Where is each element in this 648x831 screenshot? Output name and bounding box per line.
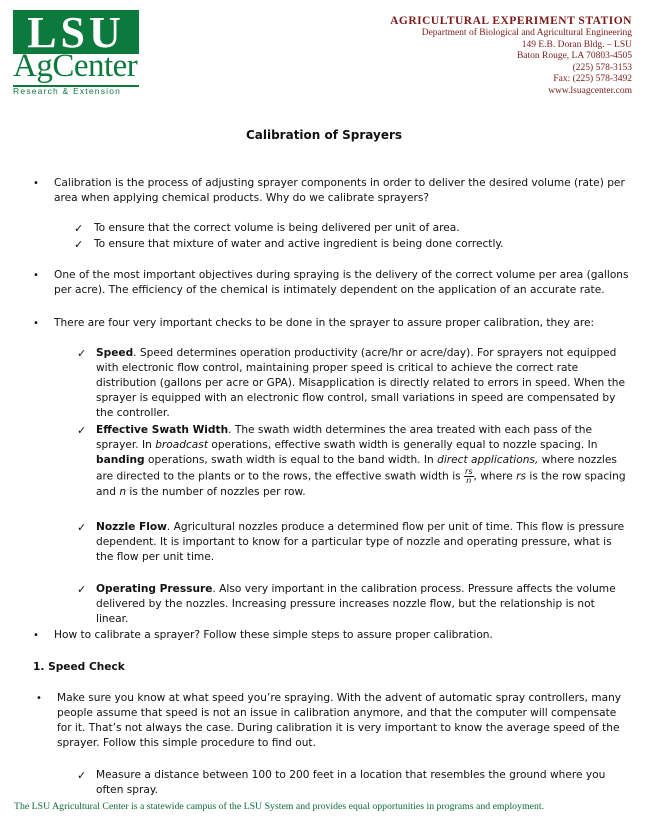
paragraph-objectives: One of the most important objectives during spraying is the delivery of the correct volume per area (gallons per acre). The efficiency of the chemical is intimately dependent on the application of an accurate rate. [54, 269, 629, 296]
check-nozzle-title: Nozzle Flow [96, 521, 167, 533]
check-pressure-title: Operating Pressure [96, 583, 213, 595]
check-measure-distance: Measure a distance between 100 to 200 feet in a location that resembles the ground where you often spray. [96, 769, 606, 796]
swath-italic-n: n [119, 486, 127, 498]
check-nozzle-flow [96, 520, 626, 565]
station-building: 149 E.B. Doran Bldg. – LSU [521, 39, 632, 50]
check-icon: ✓ [77, 769, 87, 782]
logo-lsu-text: LSU [27, 8, 125, 57]
check-icon: ✓ [77, 521, 87, 534]
station-title: AGRICULTURAL EXPERIMENT STATION [390, 15, 632, 27]
paragraph-how-to-calibrate: How to calibrate a sprayer? Follow these simple steps to assure proper calibration. [54, 629, 493, 641]
logo-tagline: Research & Extension [13, 86, 122, 96]
check-pressure-text: . Also very important in the calibration process. Pressure affects the volume delivered by the nozzles. Increasing pressure increases nozzle flow, but the relationship is not linear. [96, 583, 616, 625]
bullet-marker: • [33, 270, 39, 281]
station-address-block [390, 14, 632, 98]
swath-text-1: . The swath width determines the area treated with each pass of the sprayer. In [96, 424, 593, 451]
section-heading-speed-check: 1. Speed Check [33, 661, 125, 673]
swath-italic-direct: direct applications, [437, 454, 539, 466]
check-swath-title: Effective Swath Width [96, 424, 229, 436]
logo-agcenter-text: AgCenter [13, 48, 138, 84]
swath-text-6: is the row spacing and [96, 470, 626, 498]
footer-disclaimer: The LSU Agricultural Center is a statewide campus of the LSU System and provides equal opportunities in programs and employment. [14, 801, 545, 812]
check-speed [96, 346, 626, 421]
paragraph-calibration-definition: Calibration is the process of adjusting sprayer components in order to deliver the desired volume (rate) per area when applying chemical products. Why do we calibrate sprayers? [54, 177, 625, 204]
paragraph-speed-check: Make sure you know at what speed you’re spraying. With the advent of automatic spray controllers, many people assume that speed is not an issue in calibration anymore, and that the computer will compensate for it. That’s not always the case. During calibration it is very important to know the average speed of the sprayer. Follow this simple procedure to find out. [57, 692, 622, 749]
check-speed-text: . Speed determines operation productivity (acre/hr or acre/day). For sprayers not equipped with electronic flow control, maintaining proper speed is critical to achieve the correct rate distribution (gallons per acre or GPA). Misapplication is directly related to errors in speed. When the sprayer is equipped with an electronic flow control, small variations in speed are compensated by the controller. [96, 347, 625, 419]
swath-bold-banding: banding [96, 454, 145, 466]
lsu-agcenter-logo [13, 8, 139, 96]
bullet-marker: • [33, 318, 39, 329]
check-icon: ✓ [77, 583, 87, 596]
bullet-marker: • [33, 178, 39, 189]
bullet-marker: • [33, 630, 39, 641]
station-phone: (225) 578-3153 [572, 62, 632, 73]
swath-text-5: , where [473, 470, 517, 483]
station-fax: Fax: (225) 578-3492 [553, 74, 632, 85]
check-swath-width [96, 423, 626, 500]
check-icon: ✓ [74, 222, 84, 235]
check-speed-title: Speed [96, 347, 134, 359]
check-icon: ✓ [77, 424, 87, 437]
swath-text-2: operations, effective swath width is generally equal to nozzle spacing. In [207, 439, 598, 451]
station-city: Baton Rouge, LA 70803-4505 [516, 51, 632, 62]
swath-text-3: operations, swath width is equal to the band width. In [144, 454, 438, 466]
check-item-correct-mixture: To ensure that mixture of water and active ingredient is being done correctly. [94, 238, 504, 250]
document-title: Calibration of Sprayers [245, 128, 403, 142]
paragraph-four-checks-intro: There are four very important checks to be done in the sprayer to assure proper calibration, they are: [54, 317, 595, 329]
swath-italic-broadcast: broadcast [155, 439, 208, 451]
swath-width-fraction [464, 468, 473, 485]
station-website[interactable]: www.lsuagcenter.com [548, 85, 632, 96]
swath-text-4: where nozzles are directed to the plants or to the rows, the effective swath width is [96, 454, 617, 483]
check-nozzle-text: . Agricultural nozzles produce a determined flow per unit of time. This flow is pressure dependent. It is important to know for a particular type of nozzle and operating pressure, what is the flow per unit time. [96, 521, 625, 563]
swath-text-7: is the number of nozzles per row. [126, 486, 306, 498]
fraction-denominator: n [466, 476, 472, 485]
check-operating-pressure [96, 582, 626, 627]
station-department: Department of Biological and Agricultural Engineering [421, 28, 632, 38]
bullet-marker: • [36, 693, 42, 704]
fraction-numerator: rs [465, 467, 473, 476]
swath-italic-rs: rs [516, 470, 527, 483]
check-item-correct-volume: To ensure that the correct volume is being delivered per unit of area. [94, 222, 460, 234]
check-icon: ✓ [77, 347, 87, 360]
check-icon: ✓ [74, 238, 84, 251]
